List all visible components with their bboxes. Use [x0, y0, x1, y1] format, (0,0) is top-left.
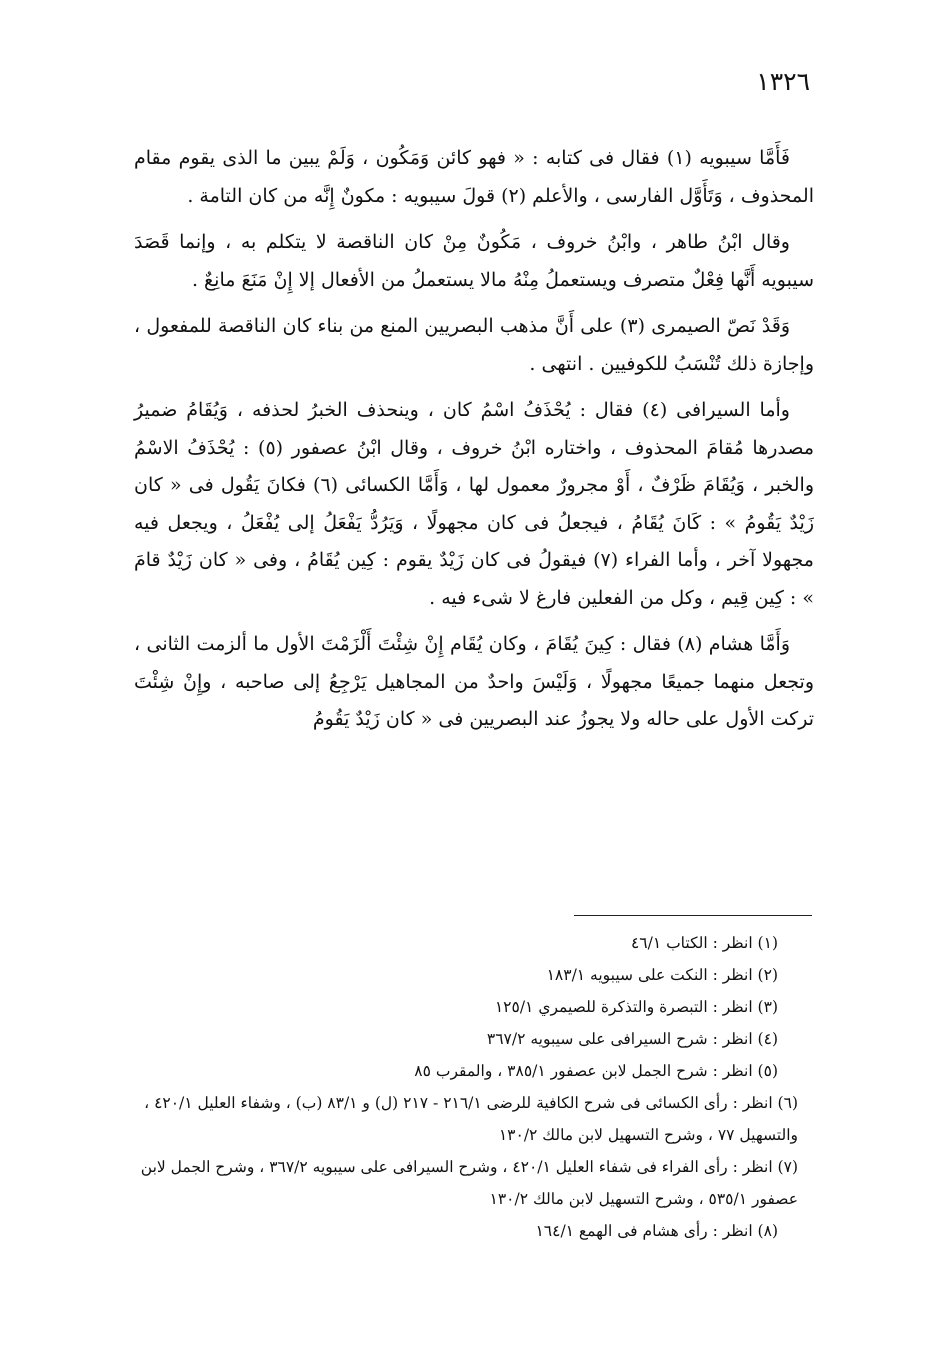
footnote-2: (٢) انظر : النكت على سيبويه ١٨٣/١	[546, 966, 778, 984]
footnote-1: (١) انظر : الكتاب ٤٦/١	[630, 934, 778, 952]
paragraph-sirafi: وأما السيرافى (٤) فقال : يُحْذَفُ اسْمُ كان ، وينحذف الخبرُ لحذفه ، وَيُقَامُ ضميرُ مصدرها مُقامَ المحذوف ، واختاره ابْنُ خروف ، وقال ابْنُ عصفور (٥) : يُحْذَفُ الاسْمُ والخبر ، وَيُقَامَ ظَرْفٌ ، أَوْ مجرورٌ معمول لها ، وَأَمَّا الكسائى (٦) فكانَ يَقُول فى « كان زَيْدٌ يَقُومُ » : كَانَ يُقَامُ ، فيجعلُ فى كان مجهولًا ، وَيَرُدُّ يَفْعَلُ إلى يُفْعَلُ ، ويجعل فيه مجهولا آخر ، وأما الفراء (٧) فيقولُ فى كان زَيْدٌ يقوم : كِين يُقَامُ ، وفى « كان زَيْدٌ قامَ » : كِين قِيم ، وكل من الفعلين فارغ لا شىء فيه .	[134, 399, 815, 609]
footnote-4: (٤) انظر : شرح السيرافى على سيبويه ٣٦٧/٢	[486, 1030, 778, 1048]
footnote-separator	[574, 915, 812, 916]
footnote-6: (٦) انظر : رأى الكسائى فى شرح الكافية للرضى ٢١٦/١ - ٢١٧ (ل) و ٨٣/١ (ب) ، وشفاء العليل ٤٢٠/١ ، والتسهيل ٧٧ ، وشرح التسهيل لابن مالك ١٣٠/٢	[144, 1094, 798, 1144]
footnote-7: (٧) انظر : رأى الفراء فى شفاء العليل ٤٢٠/١ ، وشرح السيرافى على سيبويه ٣٦٧/٢ ، وشرح الجمل لابن عصفور ٥٣٥/١ ، وشرح التسهيل لابن مالك ١٣٠/٢	[140, 1158, 798, 1208]
main-text	[134, 140, 814, 748]
paragraph-hisham: وَأَمَّا هشام (٨) فقال : كِينَ يُقَامَ ، وكان يُقَام إِنْ شِئْتَ أَلْزَمْتَ الأول ما ألزمت الثانى ، وتجعل منهما جميعًا مجهولًا ، وَلَيْسَ واحدٌ من المجاهيل يَرْجِعُ إلى صاحبه ، وإِنْ شِئْتَ تركت الأول على حاله ولا يجوزُ عند البصريين فى « كان زَيْدٌ يَقُومُ	[134, 633, 814, 730]
footnote-3: (٣) انظر : التبصرة والتذكرة للصيمري ١٢٥/١	[494, 998, 778, 1016]
paragraph-sibawayh: فَأَمَّا سيبويه (١) فقال فى كتابه : « فهو كائن وَمَكُون ، وَلَمْ يبين ما الذى يقوم مقام المحذوف ، وَتَأَوَّل الفارسى ، والأعلم (٢) قولَ سيبويه : مكونٌ إِنَّه من كان التامة .	[134, 147, 814, 207]
paragraph-ibn-tahir: وقال ابْنُ طاهر ، وابْنُ خروف ، مَكُونٌ مِنْ كان الناقصة لا يتكلم به ، وإنما قَصَدَ سيبويه أَنَّها فِعْلٌ متصرف ويستعملُ مِنْهُ مالا يستعملُ من الأفعال إلا إِنْ مَنَعَ مانِعٌ .	[134, 231, 814, 291]
page-number: ١٣٢٦	[756, 67, 810, 96]
footnotes-list	[134, 927, 814, 1247]
footnote-8: (٨) انظر : رأى هشام فى الهمع ١٦٤/١	[535, 1222, 778, 1240]
paragraph-saymari: وَقَدْ نَصّ الصيمرى (٣) على أَنَّ مذهب البصريين المنع من بناء كان الناقصة للمفعول ، وإجازة ذلك تُنْسَبُ للكوفيين . انتهى .	[134, 315, 814, 375]
footnote-5: (٥) انظر : شرح الجمل لابن عصفور ٣٨٥/١ ، والمقرب ٨٥	[414, 1062, 778, 1080]
